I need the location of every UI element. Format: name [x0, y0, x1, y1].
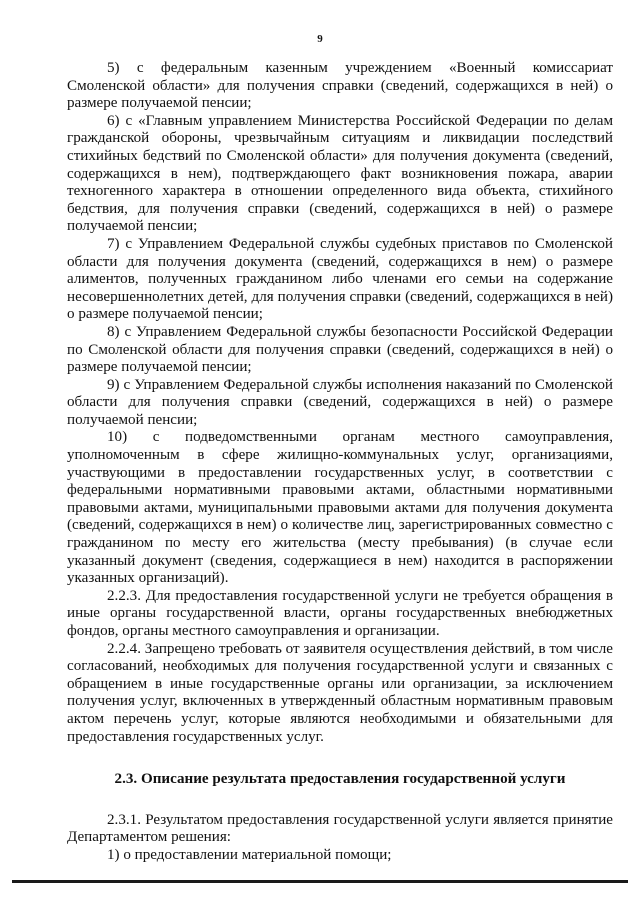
paragraph-item-5: 5) с федеральным казенным учреждением «Военный комиссариат Смоленской области» для получения справки (сведений, содержащихся в ней) о размере получаемой пенсии;: [67, 60, 613, 112]
paragraph-2-3-1: 2.3.1. Результатом предоставления государственной услуги является принятие Департаментом решения:: [67, 811, 613, 846]
paragraph-item-6: 6) с «Главным управлением Министерства Российской Федерации по делам гражданской обороны, чрезвычайным ситуациям и ликвидации последствий стихийных бедствий по Смоленской области» для получения документа (сведений, содержащихся в нем), подтверждающего факт возникновения пожара, аварии техногенного характера в отношении определенного вида объекта, стихийного бедствия, для получения справки (сведений, содержащихся в ней) о размере получаемой пенсии;: [67, 112, 613, 235]
paragraph-2-2-3: 2.2.3. Для предоставления государственной услуги не требуется обращения в иные органы государственной власти, органы государственных внебюджетных фондов, органы местного самоуправления и организации.: [67, 587, 613, 639]
paragraph-item-10: 10) с подведомственными органам местного самоуправления, уполномоченным в сфере жилищно-коммунальных услуг, организациями, участвующими в предоставлении государственных услуг, в соответствии с федеральными нормативными правовыми актами, областными нормативными правовыми актами, муниципальными правовыми актами для получения документа (сведений, содержащихся в нем) о количестве лиц, зарегистрированных совместно с гражданином по месту его жительства (месту пребывания) (в случае если указанный документ (сведения, содержащиеся в нем) находится в распоряжении указанных организаций).: [67, 429, 613, 587]
paragraph-item-9: 9) с Управлением Федеральной службы исполнения наказаний по Смоленской области для получения справки (сведений, содержащихся в ней) о размере получаемой пенсии;: [67, 376, 613, 428]
paragraph-result-item-1: 1) о предоставлении материальной помощи;: [107, 846, 392, 863]
document-body: [67, 60, 613, 865]
paragraph-item-7: 7) с Управлением Федеральной службы судебных приставов по Смоленской области для получения документа (сведений, содержащихся в нем) о размере алиментов, полученных гражданином либо членами его семьи на содержание несовершеннолетних детей, для получения справки (сведений, содержащихся в ней) о размере получаемой пенсии;: [67, 235, 613, 323]
bottom-divider: [12, 880, 628, 883]
paragraph-item-8: 8) с Управлением Федеральной службы безопасности Российской Федерации по Смоленской области для получения справки (сведений, содержащихся в ней) о размере получаемой пенсии;: [67, 323, 613, 376]
section-heading: 2.3. Описание результата предоставления государственной услуги: [114, 771, 566, 788]
page-number: 9: [317, 33, 323, 45]
paragraph-2-2-4: 2.2.4. Запрещено требовать от заявителя осуществления действий, в том числе согласований, необходимых для получения государственной услуги и связанных с обращением в иные государственные органы или организации, за исключением получения услуг, включенных в утвержденный областным нормативным правовым актом перечень услуг, которые являются необходимыми и обязательными для предоставления государственных услуг.: [67, 640, 613, 745]
